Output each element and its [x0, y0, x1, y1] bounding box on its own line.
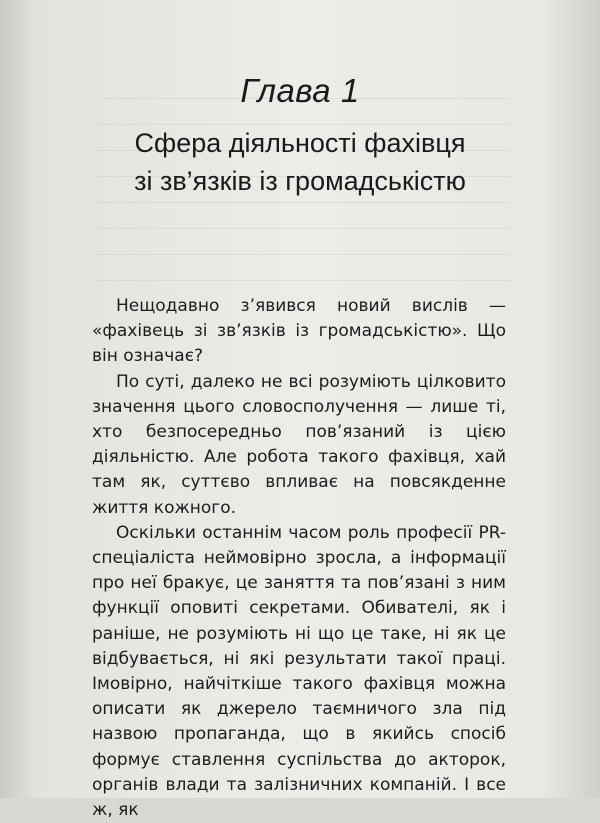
paragraph: Оскільки останнім часом роль професії PR-спеціаліста неймовірно зросла, а інформації про неї бракує, це заняття та пов’язані з ним функції оповиті секретами. Обивателі, як і раніше, не розуміють ні що це таке, ні як це відбувається, ні які результати такої праці. Імовірно, найчіткіше такого фахівця можна описати як джерело таємничого зла під назвою пропаганда, що в якийсь спосіб формує ставлення суспільства до акторок, органів влади та залізничних компаній. І все ж, як: [92, 522, 506, 821]
chapter-title-line-2: зі зв’язків із громадськістю: [134, 166, 466, 196]
paragraph: По суті, далеко не всі розуміють цілковито значення цього словосполучення — лише ті, хто безпосередньо пов’язаний із цією діяльністю. Але робота такого фахівця, хай там як, суттєво впливає на повсякденне життя кожного.: [92, 371, 506, 518]
chapter-number: Глава 1: [240, 72, 360, 109]
chapter-title-line-1: Сфера діяльності фахівця: [134, 128, 466, 158]
paragraph: Нещодавно з’явився новий вислів — «фахівець зі зв’язків із громадськістю». Що він означає?: [92, 296, 506, 367]
chapter-title: [0, 124, 600, 200]
chapter-body: [92, 294, 506, 823]
